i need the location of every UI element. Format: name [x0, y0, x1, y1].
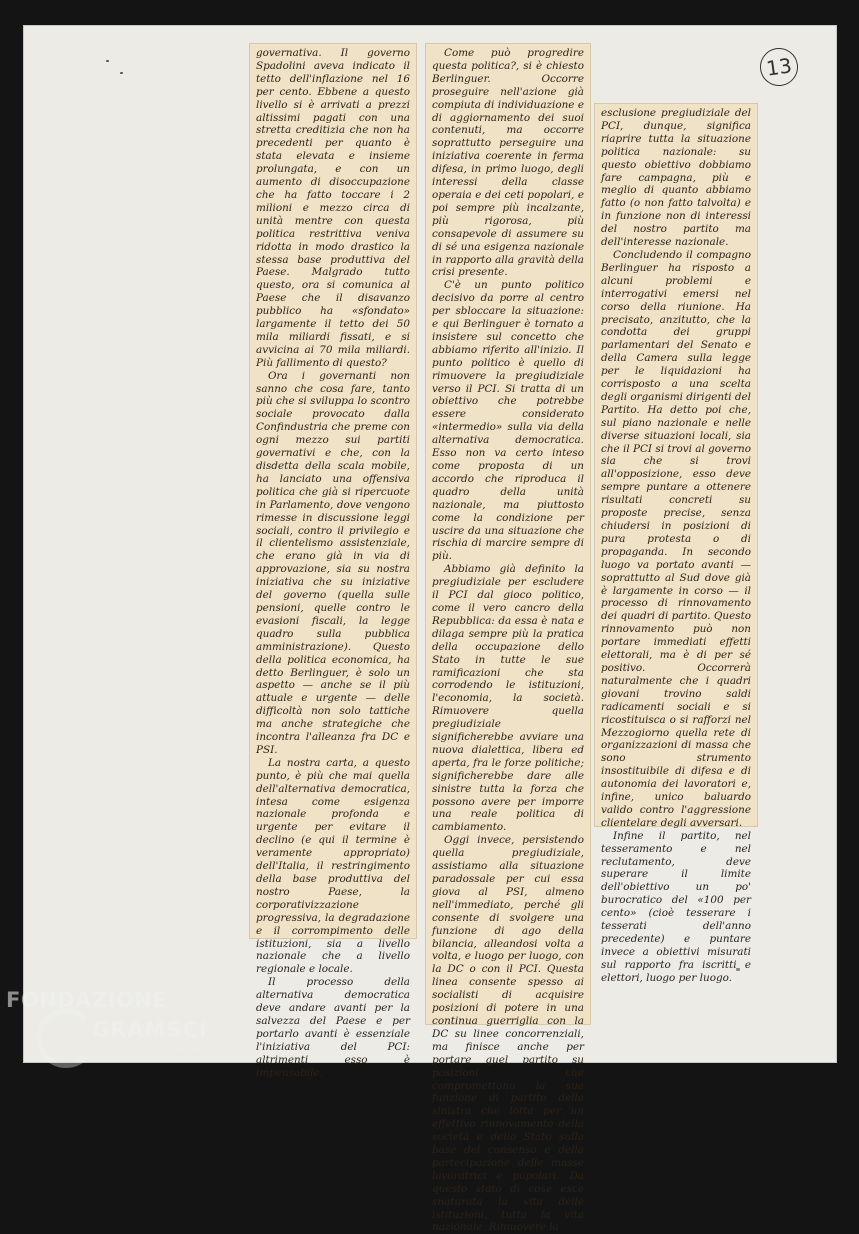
- paragraph: Ora i governanti non sanno che cosa fare, tanto più che si sviluppa lo scontro sociale provocato dalla Confindustria che preme con ogni mezzo sui partiti governativi e che, con la disdetta della scala mobile, ha lanciato una offensiva politica che già si ripercuote in Parlamento, dove vengono rimesse in discussione leggi sociali, contro il privilegio e il clientelismo assistenziale, che erano già in via di approvazione, sia su nostra iniziativa che su iniziative del governo (quella sulle pensioni, quelle contro le evasioni fiscali, la legge quadro sulla pubblica amministrazione). Questo della politica economica, ha detto Berlinguer, è solo un aspetto — anche se il più attuale e urgente — delle difficoltà non solo tattiche ma anche strategiche che incontra l'alleanza fra DC e PSI.: [256, 369, 410, 756]
- paragraph: Concludendo il compagno Berlinguer ha risposto a alcuni problemi e interrogativi emersi nel corso della riunione. Ha precisato, anzitutto, che la condotta dei gruppi parlamentari del Senato e della Camera sulla legge per le liquidazioni ha corrisposto a una scelta degli organismi dirigenti del Partito. Ha detto poi che, sul piano nazionale e nelle diverse situazioni locali, sia che il PCI si trovi al governo sia che si trovi all'opposizione, esso deve sempre puntare a ottenere risultati concreti su proposte precise, senza chiudersi in posizioni di pura protesta o di propaganda. In secondo luogo va portato avanti — soprattutto al Sud dove già è largamente in corso — il processo di rinnovamento dei quadri di partito. Questo rinnovamento può non portare immediati effetti elettorali, ma è di per sé positivo. Occorrerà naturalmente che i quadri giovani trovino saldi radicamenti sociali e si ricostituisca o si rafforzi nel Mezzogiorno quella rete di organizzazioni di massa che sono strumento insostituibile di difesa e di autonomia dei lavoratori e, infine, unico baluardo valido contro l'aggressione clientelare degli avversari.: [601, 248, 751, 829]
- handwritten-page-number: 13: [758, 46, 801, 89]
- newspaper-clipping-column-1: [250, 44, 416, 1079]
- newspaper-clipping-column-2: [426, 44, 590, 1234]
- watermark-text: FONDAZIONE: [6, 988, 168, 1012]
- paragraph: esclusione pregiudiziale del PCI, dunque, significa riaprire tutta la situazione politica nazionale: su questo obiettivo dobbiamo fare campagna, più e meglio di quanto abbiamo fatto (o non fatto talvolta) e in funzione non di interessi del nostro partito ma dell'interesse nazionale.: [601, 107, 751, 249]
- paragraph: Abbiamo già definito la pregiudiziale per escludere il PCI dal gioco politico, come il vero cancro della Repubblica: da essa è nata e dilaga sempre più la pratica della occupazione dello Stato in tutte le sue ramificazioni che sta corrodendo le istituzioni, l'economia, la società. Rimuovere quella pregiudiziale significherebbe avviare una nuova dialettica, libera ed aperta, fra le forze politiche; significherebbe dare alle sinistre tutta la forza che possono avere per imporre una reale politica di cambiamento.: [432, 563, 584, 834]
- paragraph: C'è un punto politico decisivo da porre al centro per sbloccare la situazione: e qui Berlinguer è tornato a insistere sul concetto che abbiamo riferito all'inizio. Il punto politico è quello di rimuovere la pregiudiziale verso il PCI. Si tratta di un obiettivo che potrebbe essere considerato «intermedio» sulla via della alternativa democratica. Esso non va certo inteso come proposta di un accordo che riproduca il quadro della unità nazionale, ma piuttosto come la condizione per uscire da una situazione che rischia di marcire sempre di più.: [432, 279, 584, 563]
- paper-speck: [120, 72, 123, 74]
- paragraph: Il processo della alternativa democratica deve andare avanti per la salvezza del Paese e per portarlo avanti è essenziale l'iniziativa del PCI: altrimenti esso è impensabile.: [256, 976, 410, 1079]
- fondazione-gramsci-watermark: [6, 988, 226, 1068]
- paragraph: La nostra carta, a questo punto, è più che mai quella dell'alternativa democratica, intesa come esigenza nazionale profonda e urgente per evitare il declino (e qui il termine è veramente appropriato) dell'Italia, il restringimento della base produttiva del nostro Paese, la corporativizzazione progressiva, la degradazione e il corrompimento delle istituzioni, sia a livello nazionale che a livello regionale e locale.: [256, 756, 410, 976]
- paragraph: Infine il partito, nel tesseramento e nel reclutamento, deve superare il limite dell'obiettivo un po' burocratico del «100 per cento» (cioè tesserare i tesserati dell'anno precedente) e puntare invece a obiettivi misurati sul rapporto fra iscritti e elettori, luogo per luogo.: [601, 829, 751, 984]
- paragraph: governativa. Il governo Spadolini aveva indicato il tetto dell'inflazione nel 16 per cento. Ebbene a questo livello si è arrivati a prezzi altissimi pagati con una stretta creditizia che non ha precedenti per quanto è stata elevata e insieme prolungata, e con un aumento di disoccupazione che ha fatto toccare i 2 milioni e mezzo circa di unità mentre con questa politica restrittiva veniva ridotta in modo drastico la stessa base produttiva del Paese. Malgrado tutto questo, ora si comunica al Paese che il disavanzo pubblico ha «sfondato» largamente il tetto dei 50 mila miliardi fissati, e si avvicina ai 70 mila miliardi. Più fallimento di questo?: [256, 47, 410, 369]
- paragraph: Come può progredire questa politica?, si è chiesto Berlinguer. Occorre proseguire nell'azione già compiuta di individuazione e di aggiornamento dei suoi contenuti, ma occorre soprattutto perseguire una iniziativa coerente in ferma difesa, in primo luogo, degli interessi della classe operaia e dei ceti popolari, e poi sempre più incalzante, più rigorosa, più consapevole di assumere su di sé una esigenza nazionale in rapporto alla gravità della crisi presente.: [432, 47, 584, 279]
- watermark-text: GRAMSCI: [92, 1018, 208, 1042]
- watermark-text: onlus: [176, 1044, 203, 1055]
- paper-speck: [106, 60, 109, 62]
- paragraph: Oggi invece, persistendo quella pregiudiziale, assistiamo alla situazione paradossale per cui essa giova al PSI, almeno nell'immediato, perché gli consente di svolgere una funzione di ago della bilancia, alleandosi volta a volta, e luogo per luogo, con la DC o con il PCI. Questa linea consente spesso ai socialisti di acquisire posizioni di potere in una continua guerriglia con la DC su linee concorrenziali, ma finisce anche per portare quel partito su posizioni che compromettono la sua funzione di partito della sinistra che lotta per un effettivo rinnovamento della società e dello Stato sulla base del consenso e della partecipazione delle masse lavoratrici e popolari. Da questo stato di cose esce snaturata la vita delle istituzioni, tutta la vita nazionale. Rimuovere la: [432, 834, 584, 1234]
- newspaper-clipping-column-3: [595, 104, 757, 984]
- watermark-logo-icon: [36, 1008, 96, 1068]
